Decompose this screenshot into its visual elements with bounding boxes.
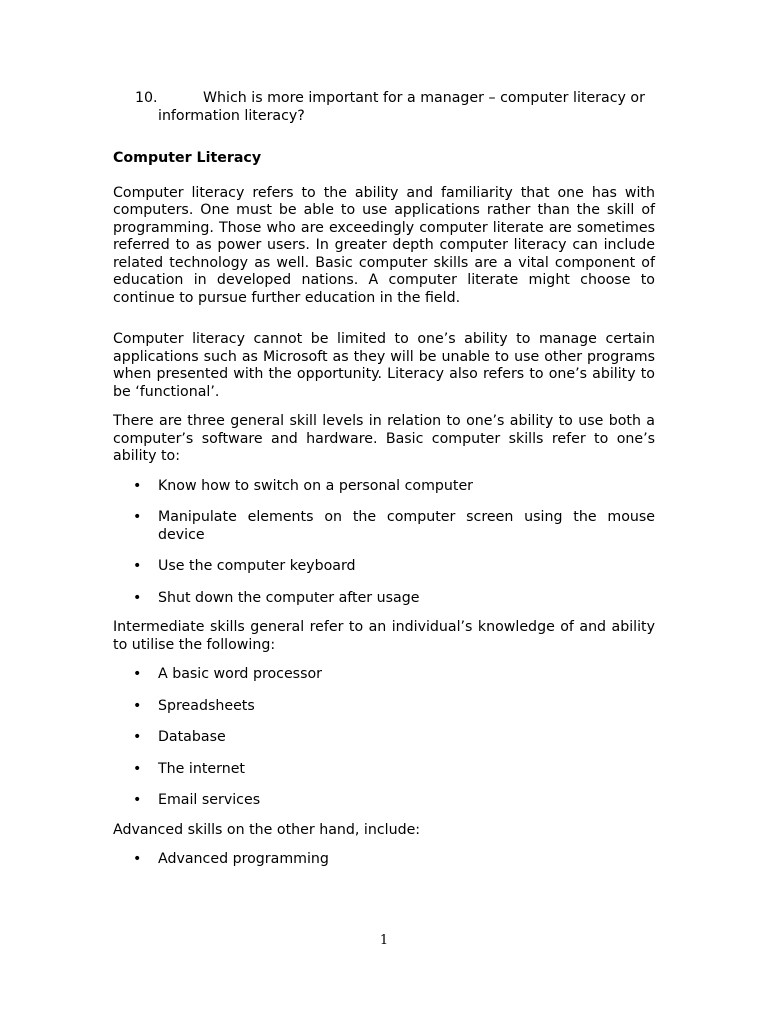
bullet-icon: •	[133, 851, 142, 867]
bullet-icon: •	[133, 509, 142, 525]
document-page	[113, 90, 655, 881]
list-item-text: Advanced programming	[158, 851, 329, 867]
paragraph-skill-levels: There are three general skill levels in relation to one’s ability to use both a computer’s software and hardware. Basic computer skills refer to one’s ability to:	[113, 413, 655, 464]
list-item-text: The internet	[158, 760, 245, 777]
list-item-text: Use the computer keyboard	[158, 558, 356, 574]
list-item-text: Manipulate elements on the computer screen using the mouse device	[158, 509, 655, 543]
intermediate-skills-list	[113, 666, 655, 810]
question-text: Which is more important for a manager – computer literacy or information literacy?	[158, 90, 645, 124]
list-item-text: Shut down the computer after usage	[158, 589, 420, 606]
question-item	[113, 90, 655, 125]
list-item	[113, 509, 655, 544]
list-item-text: A basic word processor	[158, 666, 322, 682]
paragraph-intermediate: Intermediate skills general refer to an individual’s knowledge of and ability to utilise the following:	[113, 619, 655, 653]
list-item	[113, 478, 655, 496]
list-item	[113, 590, 655, 608]
bullet-icon: •	[133, 477, 142, 494]
section-heading: Computer Literacy	[113, 150, 262, 166]
paragraph-limitations: Computer literacy cannot be limited to one’s ability to manage certain applications such as Microsoft as they will be unable to use other programs when presented with the opportunity. Literacy also refers to one’s ability to be ‘functional’.	[113, 331, 655, 400]
list-item	[113, 698, 655, 716]
list-item	[113, 792, 655, 810]
bullet-icon: •	[133, 666, 142, 682]
list-item-text: Know how to switch on a personal computer	[158, 477, 474, 494]
paragraph-definition: Computer literacy refers to the ability and familiarity that one has with computers. One must be able to use applications rather than the skill of programming. Those who are exceedingly computer literate are sometimes referred to as power users. In greater depth computer literacy can include related technology as well. Basic computer skills are a vital component of education in developed nations. A computer literate might choose to continue to pursue further education in the field.	[113, 184, 655, 306]
bullet-icon: •	[133, 589, 142, 606]
paragraph-advanced: Advanced skills on the other hand, include:	[113, 821, 421, 838]
list-item	[113, 666, 655, 684]
page-number: 1	[379, 933, 389, 948]
advanced-skills-list	[113, 851, 655, 869]
list-item	[113, 729, 655, 747]
bullet-icon: •	[133, 792, 142, 808]
bullet-icon: •	[133, 697, 142, 714]
bullet-icon: •	[133, 729, 142, 745]
list-item-text: Spreadsheets	[158, 697, 255, 714]
bullet-icon: •	[133, 760, 142, 777]
list-item-text: Email services	[158, 792, 261, 808]
basic-skills-list	[113, 478, 655, 608]
list-item-text: Database	[158, 729, 226, 745]
list-item	[113, 558, 655, 576]
question-number: 10.	[135, 90, 158, 106]
list-item	[113, 851, 655, 869]
bullet-icon: •	[133, 558, 142, 574]
list-item	[113, 761, 655, 779]
